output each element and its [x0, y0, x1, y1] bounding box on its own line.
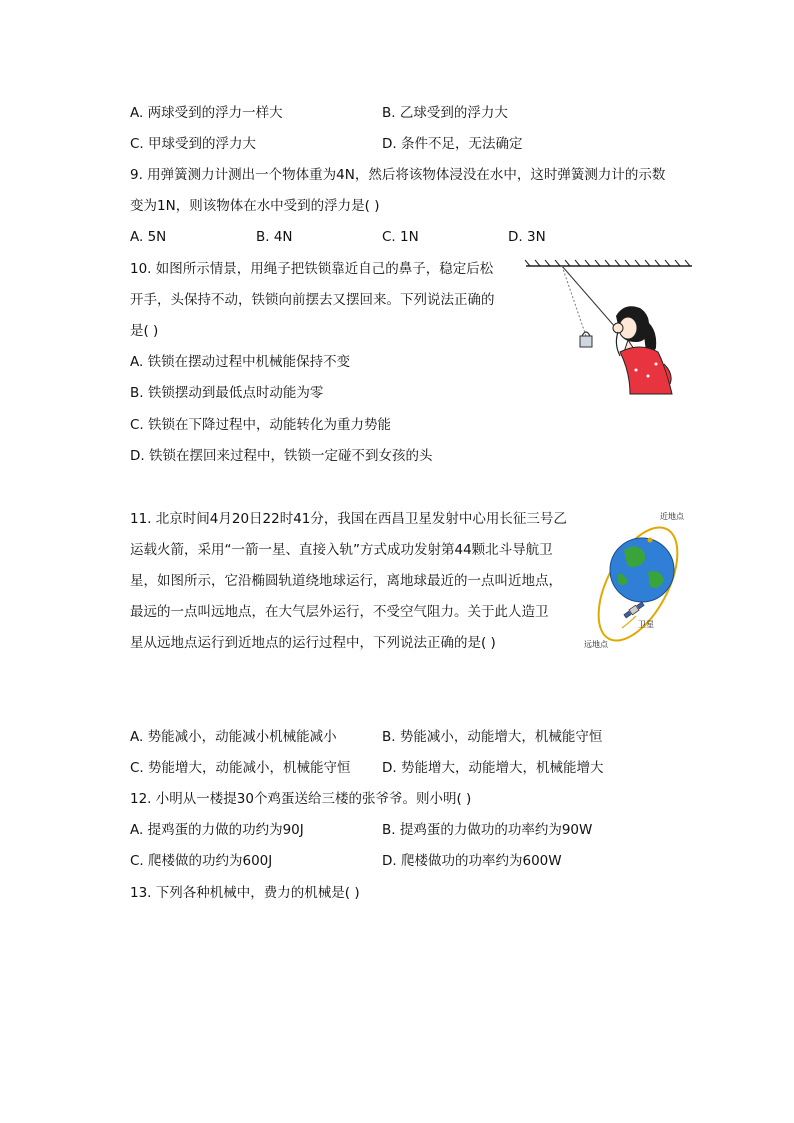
q10-stem-line1: 10. 如图所示情景，用绳子把铁锁靠近自己的鼻子，稳定后松 [130, 261, 494, 277]
q10-option-b: B. 铁锁摆动到最低点时动能为零 [130, 385, 324, 401]
q9-stem-line2: 变为1N，则该物体在水中受到的浮力是( ) [130, 198, 380, 214]
satellite-orbit-figure [584, 512, 696, 654]
q9-option-d: D. 3N [508, 229, 546, 245]
q10-stem-line3: 是( ) [130, 323, 159, 339]
q10-option-c: C. 铁锁在下降过程中，动能转化为重力势能 [130, 417, 392, 433]
q11-stem-line4: 最远的一点叫远地点，在大气层外运行，不受空气阻力。关于此人造卫 [130, 604, 549, 620]
q11-stem-line3: 星，如图所示，它沿椭圆轨道绕地球运行，离地球最近的一点叫近地点， [130, 573, 562, 589]
orbit-drawing [584, 512, 696, 654]
q11-option-a: A. 势能减小，动能减小机械能减小 [130, 729, 337, 745]
q8-option-d: D. 条件不足，无法确定 [382, 136, 523, 152]
q8-option-c: C. 甲球受到的浮力大 [130, 136, 257, 152]
pendulum-girl-figure [524, 256, 694, 400]
q10-option-d: D. 铁锁在摆回来过程中，铁锁一定碰不到女孩的头 [130, 448, 433, 464]
q8-option-a: A. 两球受到的浮力一样大 [130, 105, 283, 121]
q9-option-b: B. 4N [256, 229, 293, 245]
q11-stem-line2: 运载火箭，采用“一箭一星、直接入轨”方式成功发射第44颗北斗导航卫 [130, 542, 553, 558]
q10-stem-line2: 开手，头保持不动，铁锁向前摆去又摆回来。下列说法正确的 [130, 292, 495, 308]
q8-option-b: B. 乙球受到的浮力大 [382, 105, 508, 121]
q9-stem-line1: 9. 用弹簧测力计测出一个物体重为4N，然后将该物体浸没在水中，这时弹簧测力计的示数 [130, 167, 666, 183]
q9-option-a: A. 5N [130, 229, 167, 245]
q11-option-c: C. 势能增大，动能减小，机械能守恒 [130, 760, 351, 776]
q11-stem-line5: 星从远地点运行到近地点的运行过程中，下列说法正确的是( ) [130, 635, 496, 651]
apogee-label: 远地点 [584, 640, 608, 649]
q9-option-c: C. 1N [382, 229, 419, 245]
q13-stem: 13. 下列各种机械中，费力的机械是( ) [130, 885, 360, 901]
q10-option-a: A. 铁锁在摆动过程中机械能保持不变 [130, 354, 351, 370]
q12-option-b: B. 提鸡蛋的力做功的功率约为90W [382, 822, 593, 838]
q11-stem-line1: 11. 北京时间4月20日22时41分，我国在西昌卫星发射中心用长征三号乙 [130, 511, 567, 527]
q11-option-b: B. 势能减小，动能增大，机械能守恒 [382, 729, 603, 745]
q12-option-a: A. 提鸡蛋的力做的功约为90J [130, 822, 304, 838]
q12-option-d: D. 爬楼做功的功率约为600W [382, 853, 562, 869]
q11-option-d: D. 势能增大，动能增大，机械能增大 [382, 760, 604, 776]
q12-option-c: C. 爬楼做的功约为600J [130, 853, 273, 869]
perigee-label: 近地点 [660, 512, 684, 521]
satellite-label: 卫星 [638, 620, 654, 629]
q12-stem: 12. 小明从一楼提30个鸡蛋送给三楼的张爷爷。则小明( ) [130, 791, 472, 807]
